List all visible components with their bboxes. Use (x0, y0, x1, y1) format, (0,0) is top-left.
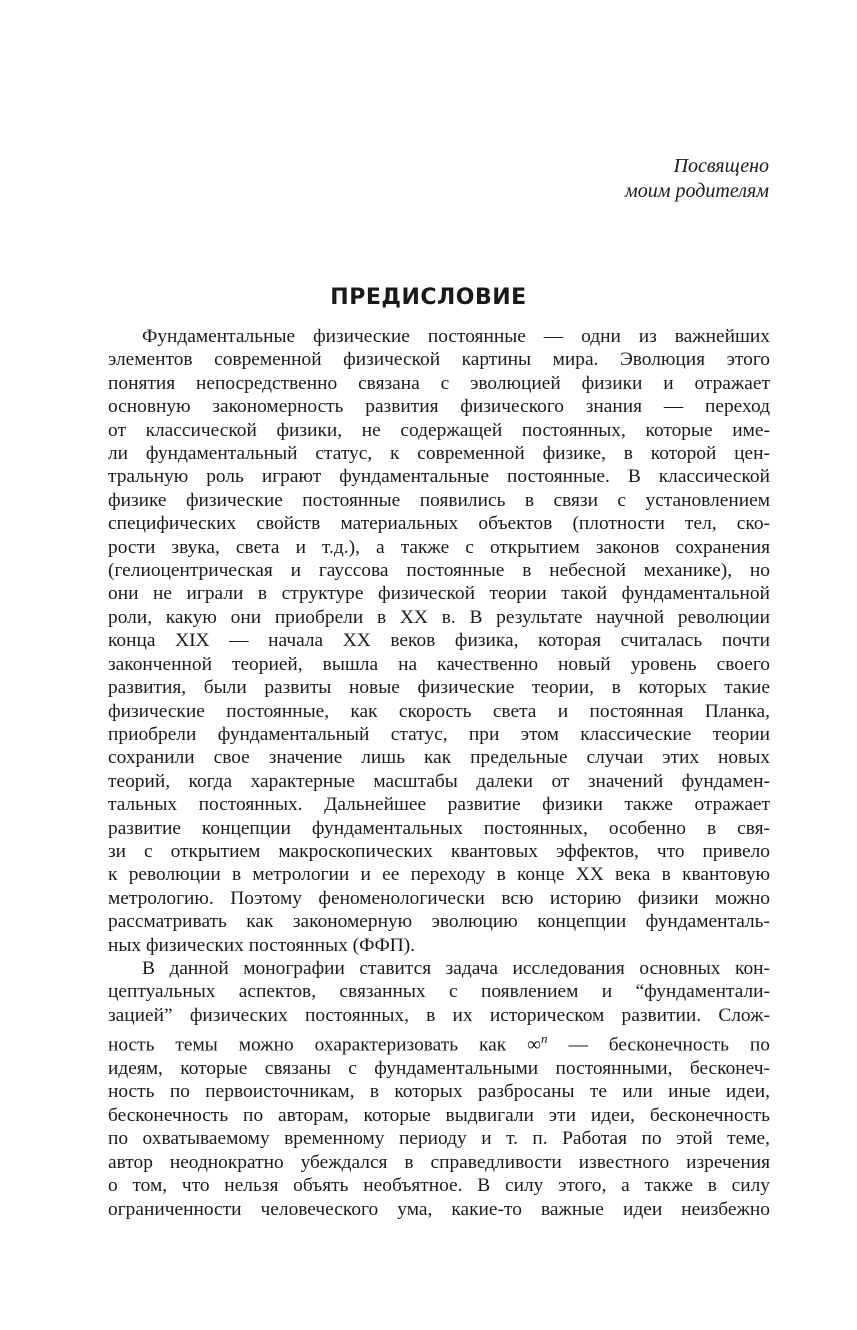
text-line: конца XIX — начала XX веков физика, которая считалась почти (108, 630, 770, 652)
text-line: специфических свойств материальных объектов (плотности тел, ско- (108, 513, 770, 535)
text-line: (гелиоцентрическая и гауссова постоянные в небесной механике), но (108, 560, 770, 582)
text-line: бесконечность по авторам, которые выдвигали эти идеи, бесконечность (108, 1104, 770, 1126)
formula-line (108, 1027, 770, 1057)
dedication (469, 154, 769, 204)
text-line: ность по первоисточникам, в которых разбросаны те или иные идеи, (108, 1081, 770, 1103)
formula-prefix: ность темы можно охарактеризовать как (108, 1034, 528, 1056)
text-line: тальных постоянных. Дальнейшее развитие физики также отражает (108, 794, 770, 816)
text-line: цептуальных аспектов, связанных с появлением и “фундаментали- (108, 981, 770, 1003)
text-line: законченной теорией, вышла на качественно новый уровень своего (108, 653, 770, 675)
text-line: роли, какую они приобрели в XX в. В результате научной революции (108, 606, 770, 628)
text-line: В данной монографии ставится задача исследования основных кон- (142, 957, 770, 979)
text-line: тральную роль играют фундаментальные постоянные. В классической (108, 466, 770, 488)
text-line: к революции в метрологии и ее переходу в конце XX века в квантовую (108, 864, 770, 886)
text-line: зацией” физических постоянных, в их историческом развитии. Слож- (108, 1004, 770, 1026)
text-line: по охватываемому временному периоду и т. п. Работая по этой теме, (108, 1128, 770, 1150)
formula-suffix: — бесконечность по (547, 1034, 770, 1056)
paragraph-1 (108, 325, 770, 957)
text-line: физические постоянные, как скорость света и постоянная Планка, (108, 700, 770, 722)
infinity-exponent: n (541, 1031, 548, 1047)
text-line: метрологию. Поэтому феноменологически всю историю физики можно (108, 887, 770, 909)
text-line: от классической физики, не содержащей постоянных, которые име- (108, 419, 770, 441)
text-line: развития, были развиты новые физические теории, в которых такие (108, 677, 770, 699)
text-line: рости звука, света и т.д.), а также с открытием законов сохранения (108, 536, 770, 558)
text-line: ограниченности человеческого ума, какие-то важные идеи неизбежно (108, 1198, 770, 1220)
dedication-line-2: моим родителям (625, 180, 769, 202)
text-line: основную закономерность развития физического знания — переход (108, 396, 770, 418)
text-line: автор неоднократно убеждался в справедливости известного изречения (108, 1151, 770, 1173)
dedication-line-1: Посвящено (673, 155, 769, 177)
text-line: идеям, которые связаны с фундаментальными постоянными, бесконеч- (108, 1058, 770, 1080)
text-line: Фундаментальные физические постоянные — одни из важнейших (142, 326, 770, 347)
text-line: о том, что нельзя объять необъятное. В силу этого, а также в силу (108, 1175, 770, 1197)
text-line: ли фундаментальный статус, к современной физике, в которой цен- (108, 443, 770, 465)
text-line: сохранили свое значение лишь как предельные случаи этих новых (108, 747, 770, 769)
infinity-symbol: ∞ (527, 1034, 541, 1056)
text-line: теорий, когда характерные масштабы далеки от значений фундамен- (108, 770, 770, 792)
text-line: развитие концепции фундаментальных постоянных, особенно в свя- (108, 817, 770, 839)
text-line: ных физических постоянных (ФФП). (108, 934, 416, 956)
body-text (108, 325, 770, 1221)
text-line: зи с открытием макроскопических квантовых эффектов, что привело (108, 840, 770, 862)
text-line: они не играли в структуре физической теории такой фундаментальной (108, 583, 770, 605)
text-line: элементов современной физической картины мира. Эволюция этого (108, 349, 770, 371)
text-line: понятия непосредственно связана с эволюцией физики и отражает (108, 372, 770, 394)
text-line: рассматривать как закономерную эволюцию концепции фундаменталь- (108, 911, 770, 933)
paragraph-2 (108, 957, 770, 1221)
text-line: физике физические постоянные появились в связи с установлением (108, 489, 770, 511)
page-title: ПРЕДИСЛОВИЕ (330, 285, 527, 310)
text-line: приобрели фундаментальный статус, при этом классические теории (108, 723, 770, 745)
